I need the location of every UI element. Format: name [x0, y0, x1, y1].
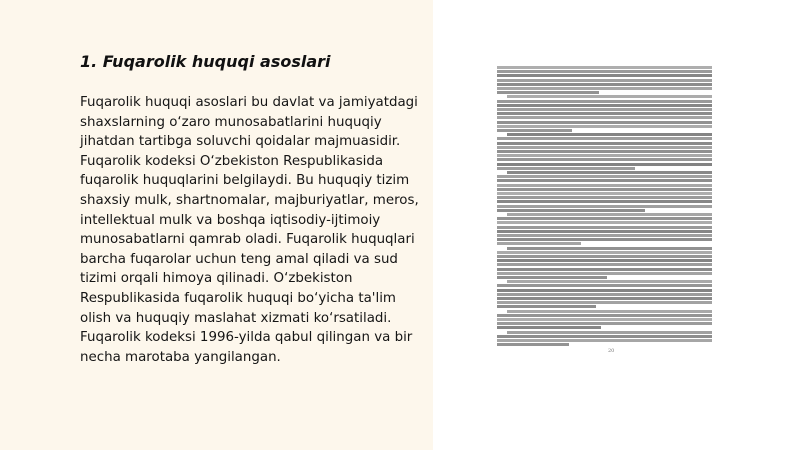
image-panel — [433, 0, 800, 450]
scanned-text-line — [497, 150, 712, 153]
scanned-text-line — [497, 301, 712, 304]
scanned-text-line — [497, 238, 712, 241]
scanned-text-line — [497, 175, 712, 178]
scanned-text-line — [507, 331, 712, 334]
scanned-text-line — [497, 326, 601, 329]
scanned-text-line — [497, 314, 712, 317]
scanned-text-line — [497, 158, 712, 161]
scanned-text-line — [497, 121, 712, 124]
scanned-text-line — [497, 91, 599, 94]
scanned-text-line — [497, 205, 712, 208]
scanned-document-page — [497, 66, 712, 348]
scanned-text-line — [497, 184, 712, 187]
scanned-text-line — [497, 276, 607, 279]
page-number: 20 — [608, 348, 615, 354]
scanned-text-line — [497, 268, 712, 271]
scanned-text-line — [497, 116, 712, 119]
scanned-text-line — [497, 112, 712, 115]
scanned-text-line — [497, 221, 712, 224]
scanned-text-line — [507, 95, 712, 98]
scanned-text-line — [497, 167, 635, 170]
scanned-text-line — [497, 209, 645, 212]
scanned-text-line — [497, 343, 569, 346]
scanned-text-line — [497, 104, 712, 107]
slide-title: 1. Fuqarolik huquqi asoslari — [80, 52, 331, 71]
scanned-text-line — [497, 255, 712, 258]
scanned-text-line — [497, 146, 712, 149]
scanned-text-line — [507, 280, 712, 283]
scanned-text-line — [497, 230, 712, 233]
scanned-text-line — [497, 217, 712, 220]
scanned-text-line — [497, 335, 712, 338]
scanned-text-line — [497, 234, 712, 237]
scanned-text-line — [497, 83, 712, 86]
scanned-text-line — [497, 289, 712, 292]
scanned-text-line — [497, 322, 712, 325]
scanned-text-line — [497, 66, 712, 69]
scanned-text-line — [497, 87, 712, 90]
scanned-text-line — [497, 179, 712, 182]
scanned-text-line — [507, 133, 712, 136]
scanned-text-line — [497, 297, 712, 300]
slide-body-text: Fuqarolik huquqi asoslari bu davlat va jamiyatdagi shaxslarning o‘zaro munosabatlarini huquqiy jihatdan tartibga soluvchi qoidalar majmuasidir. Fuqarolik kodeksi O‘zbekiston Respublikasida fuqarolik huquqlarini belgilaydi. Bu huquqiy tizim shaxsiy mulk, shartnomalar, majburiyatlar, meros, intellektual mulk va boshqa iqtisodiy-ijtimoiy munosabatlarni qamrab oladi. Fuqarolik huquqlari barcha fuqarolar uchun teng amal qiladi va sud tizimi orqali himoya qilinadi. O‘zbekiston Respublikasida fuqarolik huquqi bo‘yicha ta'lim olish va huquqiy maslahat xizmati ko‘rsatiladi. Fuqarolik kodeksi 1996-yilda qabul qilingan va bir necha marotaba yangilangan. — [80, 95, 419, 365]
scanned-text-line — [497, 100, 712, 103]
scanned-text-line — [497, 226, 712, 229]
scanned-text-line — [497, 259, 712, 262]
scanned-text-line — [497, 142, 712, 145]
scanned-text-line — [497, 305, 596, 308]
scanned-text-line — [497, 196, 712, 199]
scanned-text-line — [497, 200, 712, 203]
scanned-text-line — [507, 171, 712, 174]
scanned-text-line — [497, 339, 712, 342]
scanned-text-line — [497, 251, 712, 254]
scanned-text-line — [497, 318, 712, 321]
scanned-text-line — [497, 163, 712, 166]
scanned-text-line — [497, 154, 712, 157]
scanned-text-line — [507, 310, 712, 313]
scanned-text-line — [497, 284, 712, 287]
scanned-text-line — [497, 79, 712, 82]
scanned-text-line — [497, 74, 712, 77]
scanned-text-line — [497, 129, 572, 132]
scanned-text-line — [497, 272, 712, 275]
scanned-text-line — [507, 213, 712, 216]
scanned-text-line — [497, 293, 712, 296]
scanned-text-line — [497, 125, 712, 128]
scanned-text-line — [497, 137, 712, 140]
scanned-text-line — [497, 263, 712, 266]
scanned-text-line — [497, 192, 712, 195]
scanned-text-line — [507, 247, 712, 250]
scanned-text-line — [497, 70, 712, 73]
scanned-text-line — [497, 108, 712, 111]
scanned-text-line — [497, 188, 712, 191]
scanned-text-line — [497, 242, 581, 245]
